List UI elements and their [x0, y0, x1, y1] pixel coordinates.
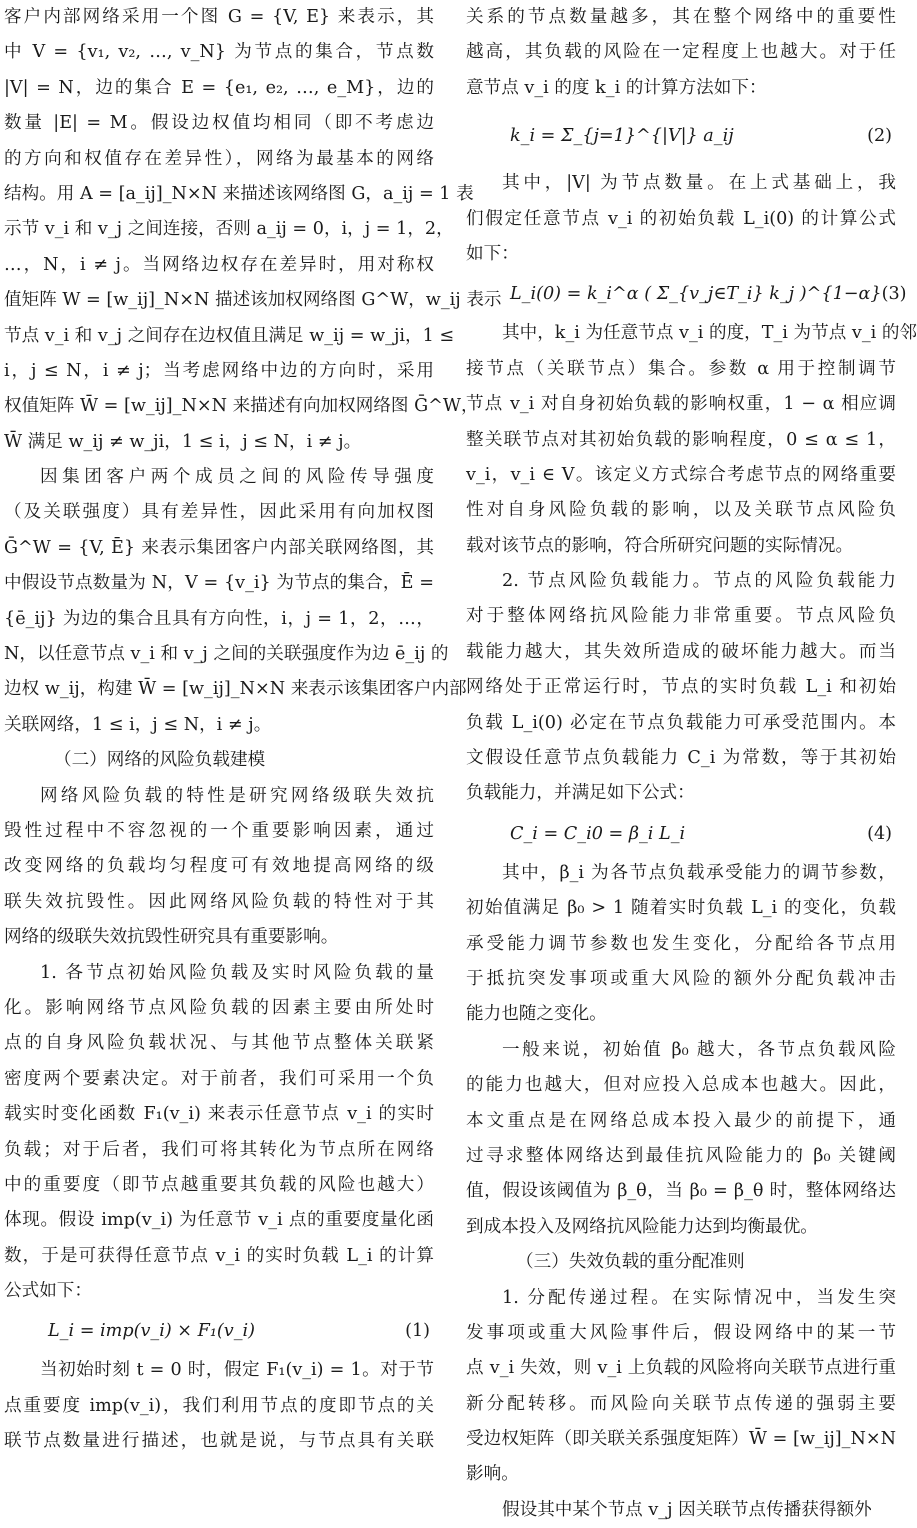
text-line: 毁性过程中不容忽视的一个重要影响因素，通过 — [4, 820, 434, 841]
paragraph-alpha-parameter — [466, 316, 917, 564]
paragraph-threshold — [466, 1033, 896, 1245]
text-line: 其中，k_i 为任意节点 v_i 的度，T_i 为节点 v_i 的邻 — [502, 323, 917, 344]
right-column — [466, 0, 917, 1520]
text-line: 接节点（关联节点）集合。参数 α 用于控制调节 — [466, 358, 896, 379]
text-line: 值矩阵 W = [w_ij]_N×N 描述该加权网络图 G^W，w_ij 表示 — [4, 290, 502, 311]
text-line: 性对自身风险负载的影响，以及关联节点风险负 — [466, 500, 896, 521]
text-line: 本文重点是在网络总成本投入最少的前提下，通 — [466, 1110, 896, 1131]
text-line: 中 V = {v₁, v₂, …, v_N} 为节点的集合，节点数 — [4, 42, 434, 63]
text-line: 新分配转移。而风险向关联节点传递的强弱主要 — [466, 1393, 896, 1414]
text-line: 到成本投入及网络抗风险能力达到均衡最优。 — [466, 1216, 818, 1237]
paragraph-initial-load — [4, 956, 434, 1310]
section-heading: （二）网络的风险负载建模 — [54, 750, 266, 771]
text-line: 对于整体网络抗风险能力非常重要。节点风险负 — [466, 606, 896, 627]
text-line: 意节点 v_i 的度 k_i 的计算方法如下： — [466, 77, 767, 98]
text-line: 整关联节点对其初始负载的影响程度，0 ≤ α ≤ 1， — [466, 429, 896, 450]
equation-body: L_i(0) = k_i^α ( Σ_{v_j∈T_i} k_j )^{1−α} — [510, 284, 882, 305]
equation-1 — [4, 1309, 434, 1353]
equation-number: (4) — [867, 823, 892, 844]
text-line: 一般来说，初始值 β₀ 越大，各节点负载风险 — [502, 1039, 896, 1060]
paragraph-beta-parameter — [466, 856, 896, 1033]
text-line: 载实时变化函数 F₁(v_i) 来表示任意节点 v_i 的实时 — [4, 1104, 434, 1125]
text-line: |V| = N，边的集合 E = {e₁, e₂, …, e_M}，边的 — [4, 77, 434, 98]
paragraph-redistribution — [466, 1281, 896, 1493]
equation-body: L_i = imp(v_i) × F₁(v_i) — [48, 1321, 255, 1342]
text-line: 负载能力，并满足如下公式： — [466, 783, 695, 804]
text-line: 数量 |E| = M。假设边权值均相同（即不考虑边 — [4, 113, 434, 134]
text-line: 网络风险负载的特性是研究网络级联失效抗 — [40, 785, 434, 806]
text-line: 的能力也越大，但对应投入总成本也越大。因此， — [466, 1075, 896, 1096]
text-line: 联节点数量进行描述，也就是说，与节点具有关联 — [4, 1431, 434, 1452]
text-line: 示节 v_i 和 v_j 之间连接，否则 a_ij = 0，i，j = 1，2， — [4, 219, 454, 240]
text-line: 过寻求整体网络达到最佳抗风险能力的 β₀ 关键阈 — [466, 1145, 896, 1166]
text-line: 关系的节点数量越多，其在整个网络中的重要性 — [466, 7, 896, 27]
paragraph-risk-load-intro — [4, 779, 434, 956]
paragraph-degree-intro — [466, 0, 896, 106]
text-line: 承受能力调节参数也发生变化，分配给各节点用 — [466, 933, 896, 954]
equation-body: k_i = Σ_{j=1}^{|V|} a_ij — [510, 126, 734, 147]
text-line: 载对该节点的影响，符合所研究问题的实际情况。 — [466, 535, 854, 556]
text-line: 1. 分配传递过程。在实际情况中，当发生突 — [502, 1287, 896, 1308]
text-line: 于抵抗突发事项或重大风险的额外分配负载冲击 — [466, 968, 896, 989]
text-line: 受边权矩阵（即关联关系强度矩阵）W̄ = [w_ij]_N×N — [466, 1429, 896, 1450]
text-line: …，N，i ≠ j。当网络边权存在差异时，用对称权 — [4, 254, 434, 275]
text-line: 当初始时刻 t = 0 时，假定 F₁(v_i) = 1。对于节 — [40, 1360, 434, 1381]
text-line: 数，于是可获得任意节点 v_i 的实时负载 L_i 的计算 — [4, 1245, 434, 1266]
text-line: 边权 w_ij，构建 W̄ = [w_ij]_N×N 来表示该集团客户内部 — [4, 679, 467, 700]
text-line: 值，假设该阈值为 β_θ，当 β₀ = β_θ 时，整体网络达 — [466, 1181, 896, 1202]
text-line: N，以任意节点 v_i 和 v_j 之间的关联强度作为边 ē_ij 的 — [4, 644, 449, 665]
paragraph-initial-time — [4, 1353, 434, 1459]
text-line: 关联网络，1 ≤ i，j ≤ N，i ≠ j。 — [4, 714, 272, 735]
text-line: 负载；对于后者，我们可将其转化为节点所在网络 — [4, 1139, 434, 1160]
text-line: 改变网络的负载均匀程度可有效地提高网络的级 — [4, 856, 434, 877]
text-line: 节点 v_i 和 v_j 之间存在边权值且满足 w_ij = w_ji，1 ≤ — [4, 325, 455, 346]
text-line: 2. 节点风险负载能力。节点的风险负载能力 — [502, 571, 896, 592]
text-line: 文假设任意节点负载能力 C_i 为常数，等于其初始 — [466, 748, 896, 769]
equation-number: (3) — [881, 284, 907, 305]
text-line: 中假设节点数量为 N，V = {v_i} 为节点的集合，Ē = — [4, 573, 434, 594]
text-line: 因集团客户两个成员之间的风险传导强度 — [40, 467, 434, 488]
text-line: 权值矩阵 W̄ = [w_ij]_N×N 来描述有向加权网络图 Ḡ^W， — [4, 396, 479, 417]
equation-body: C_i = C_i0 = β_i L_i — [510, 823, 686, 844]
text-line: 结构。用 A = [a_ij]_N×N 来描述该网络图 G，a_ij = 1 表 — [4, 183, 474, 204]
text-line: 假设其中某个节点 v_j 因关联节点传播获得额外 — [502, 1499, 872, 1520]
text-line: 公式如下： — [4, 1281, 92, 1302]
text-line: 点重要度 imp(v_i)，我们利用节点的度即节点的关 — [4, 1395, 434, 1416]
text-line: （及关联强度）具有差异性，因此采用有向加权图 — [4, 502, 434, 523]
text-line: 中的重要度（即节点越重要其负载的风险也越大） — [4, 1174, 434, 1195]
text-line: 网络处于正常运行时，节点的实时负载 L_i 和初始 — [466, 677, 896, 698]
text-line: 网络的级联失效抗毁性研究具有重要影响。 — [4, 927, 339, 948]
paragraph-directed-network — [4, 460, 467, 743]
equation-number: (2) — [867, 126, 892, 147]
text-line: 们假定任意节点 v_i 的初始负载 L_i(0) 的计算公式 — [466, 208, 896, 229]
text-line: 节点 v_i 对自身初始负载的影响权重，1 − α 相应调 — [466, 394, 896, 415]
equation-3 — [466, 272, 907, 316]
text-line: 能力也随之变化。 — [466, 1004, 607, 1025]
text-line: {ē_ij} 为边的集合且具有方向性，i，j = 1，2，…， — [4, 608, 434, 629]
left-column — [4, 0, 502, 1452]
equation-2 — [466, 106, 896, 166]
text-line: 如下： — [466, 243, 519, 264]
text-line: 越高，其负载的风险在一定程度上也越大。对于任 — [466, 42, 896, 63]
text-line: 客户内部网络采用一个图 G = {V, E} 来表示，其 — [4, 7, 434, 27]
text-line: 体现。假设 imp(v_i) 为任意节 v_i 点的重要度量化函 — [4, 1210, 434, 1231]
text-line: i，j ≤ N，i ≠ j；当考虑网络中边的方向时，采用 — [4, 360, 434, 381]
text-line: 点的自身风险负载状况、与其他节点整体关联紧 — [4, 1033, 434, 1054]
text-line: 密度两个要素决定。对于前者，我们可采用一个负 — [4, 1068, 434, 1089]
text-line: 点 v_i 失效，则 v_i 上负载的风险将向关联节点进行重 — [466, 1358, 896, 1379]
text-line: Ḡ^W = {V, Ē} 来表示集团客户内部关联网络图，其 — [4, 537, 434, 558]
paragraph-node-vj — [466, 1493, 896, 1528]
text-line: 联失效抗毁性。因此网络风险负载的特性对于其 — [4, 891, 434, 912]
text-line: v_i，v_i ∈ V。该定义方式综合考虑节点的网络重要 — [466, 464, 896, 485]
paragraph-capacity — [466, 564, 896, 812]
text-line: W̄ 满足 w_ij ≠ w_ji，1 ≤ i，j ≤ N，i ≠ j。 — [4, 431, 362, 452]
text-line: 负载 L_i(0) 必定在节点负载能力可承受范围内。本 — [466, 712, 896, 733]
text-line: 影响。 — [466, 1464, 519, 1485]
text-line: 其中，β_i 为各节点负载承受能力的调节参数， — [502, 862, 896, 883]
paragraph-initial-load-formula — [466, 166, 896, 272]
equation-4 — [466, 812, 896, 856]
section-heading: （三）失效负载的重分配准则 — [516, 1252, 745, 1273]
text-line: 载能力越大，其失效所造成的破坏能力越大。而当 — [466, 641, 896, 662]
text-line: 的方向和权值存在差异性），网络为最基本的网络 — [4, 148, 434, 169]
text-line: 其中，|V| 为节点数量。在上式基础上，我 — [502, 173, 896, 194]
text-line: 1. 各节点初始风险负载及实时风险负载的量 — [40, 962, 434, 983]
equation-number: (1) — [405, 1321, 430, 1342]
text-line: 初始值满足 β₀ > 1 随着实时负载 L_i 的变化，负载 — [466, 898, 896, 919]
text-line: 化。影响网络节点风险负载的因素主要由所处时 — [4, 997, 434, 1018]
text-line: 发事项或重大风险事件后，假设网络中的某一节 — [466, 1322, 896, 1343]
